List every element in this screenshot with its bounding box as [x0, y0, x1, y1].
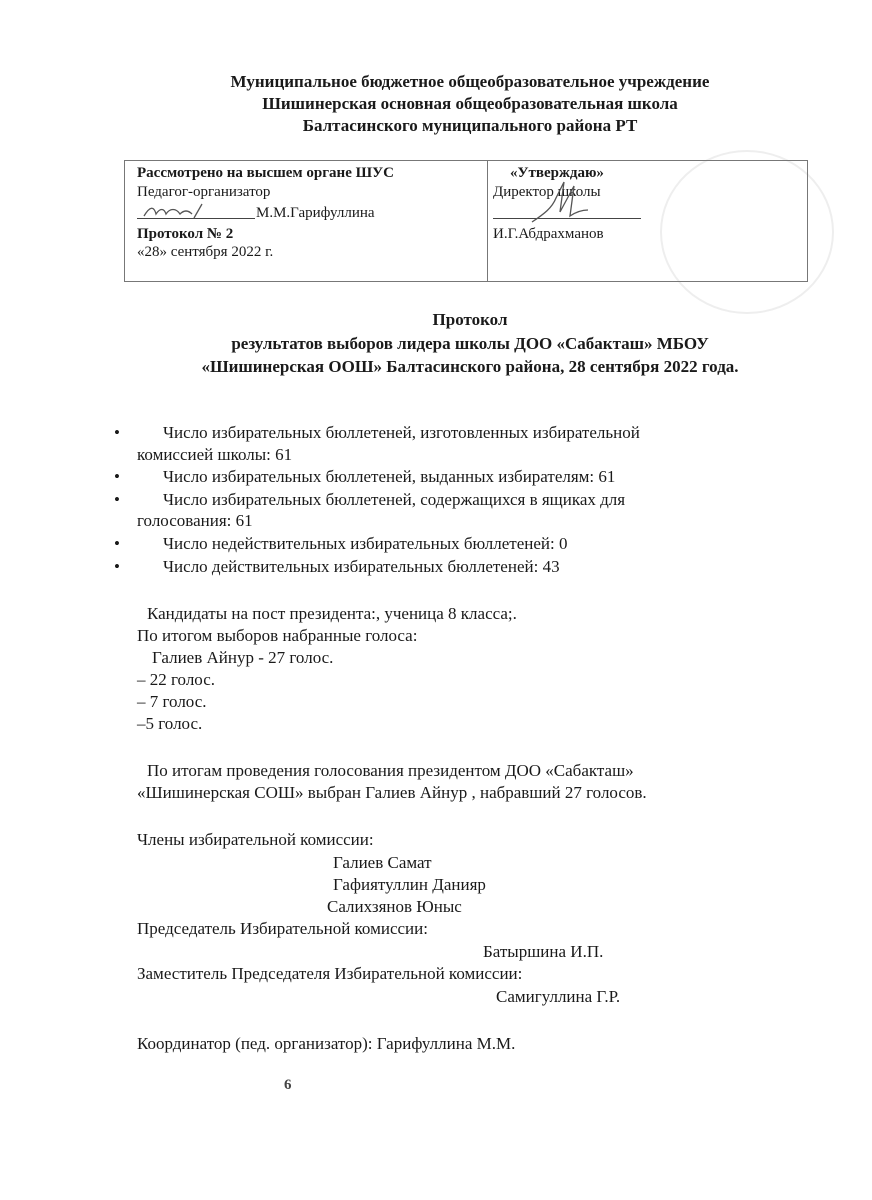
- result-item: – 22 голос.: [137, 670, 216, 689]
- protocol-number: Протокол № 2: [137, 226, 234, 242]
- review-title: Рассмотрено на высшем органе ШУС: [137, 165, 394, 181]
- header-line-2: Шишинерская основная общеобразовательная школа: [262, 94, 678, 113]
- review-role: Педагог-организатор: [137, 184, 271, 200]
- coordinator: Координатор (пед. организатор): Гарифуллина М.М.: [137, 1034, 516, 1053]
- review-name: М.М.Гарифуллина: [256, 205, 375, 221]
- commission-member: Салихзянов Юныс: [327, 897, 462, 916]
- result-item: Галиев Айнур - 27 голос.: [152, 648, 334, 667]
- doc-subtitle-2: «Шишинерская ООШ» Балтасинского района, 28 сентября 2022 года.: [201, 357, 739, 376]
- protocol-date: «28» сентября 2022 г.: [137, 244, 274, 260]
- conclusion-line-1: По итогам проведения голосования президентом ДОО «Сабакташ»: [147, 761, 634, 780]
- deputy-name: Самигуллина Г.Р.: [496, 987, 621, 1006]
- conclusion-line-2: «Шишинерская СОШ» выбран Галиев Айнур , набравший 27 голосов.: [137, 783, 647, 802]
- result-item: –5 голос.: [137, 714, 203, 733]
- bullet-item: Число недействительных избирательных бюллетеней: 0: [163, 534, 568, 553]
- bullet-icon: •: [114, 557, 120, 576]
- candidates-intro: Кандидаты на пост президента:, ученица 8 класса;.: [147, 604, 517, 623]
- bullet-item: Число действительных избирательных бюллетеней: 43: [163, 557, 560, 576]
- signature-line: [137, 218, 255, 219]
- approve-title: «Утверждаю»: [510, 165, 604, 181]
- results-label: По итогом выборов набранные голоса:: [137, 626, 418, 645]
- commission-member: Галиев Самат: [333, 853, 432, 872]
- bullet-item: Число избирательных бюллетеней, содержащихся в ящиках для: [163, 490, 626, 509]
- page-mark: 6: [284, 1077, 292, 1093]
- chair-name: Батыршина И.П.: [483, 942, 604, 961]
- commission-label: Члены избирательной комиссии:: [137, 830, 374, 849]
- approve-name: И.Г.Абдрахманов: [493, 226, 604, 242]
- bullet-icon: •: [114, 467, 120, 486]
- bullet-item-continued: комиссией школы: 61: [137, 445, 293, 464]
- bullet-icon: •: [114, 534, 120, 553]
- bullet-icon: •: [114, 423, 120, 442]
- commission-member: Гафиятуллин Данияр: [333, 875, 486, 894]
- table-divider: [487, 160, 488, 282]
- header-line-3: Балтасинского муниципального района РТ: [302, 116, 638, 135]
- deputy-label: Заместитель Председателя Избирательной комиссии:: [137, 964, 523, 983]
- result-item: – 7 голос.: [137, 692, 207, 711]
- signature-line: [493, 218, 641, 219]
- doc-title: Протокол: [432, 310, 508, 329]
- bullet-item-continued: голосования: 61: [137, 511, 253, 530]
- approve-role: Директор школы: [493, 184, 601, 200]
- bullet-item: Число избирательных бюллетеней, изготовленных избирательной: [163, 423, 640, 442]
- header-line-1: Муниципальное бюджетное общеобразовательное учреждение: [230, 72, 710, 91]
- chair-label: Председатель Избирательной комиссии:: [137, 919, 428, 938]
- doc-subtitle-1: результатов выборов лидера школы ДОО «Сабакташ» МБОУ: [231, 334, 709, 353]
- bullet-icon: •: [114, 490, 120, 509]
- bullet-item: Число избирательных бюллетеней, выданных избирателям: 61: [163, 467, 616, 486]
